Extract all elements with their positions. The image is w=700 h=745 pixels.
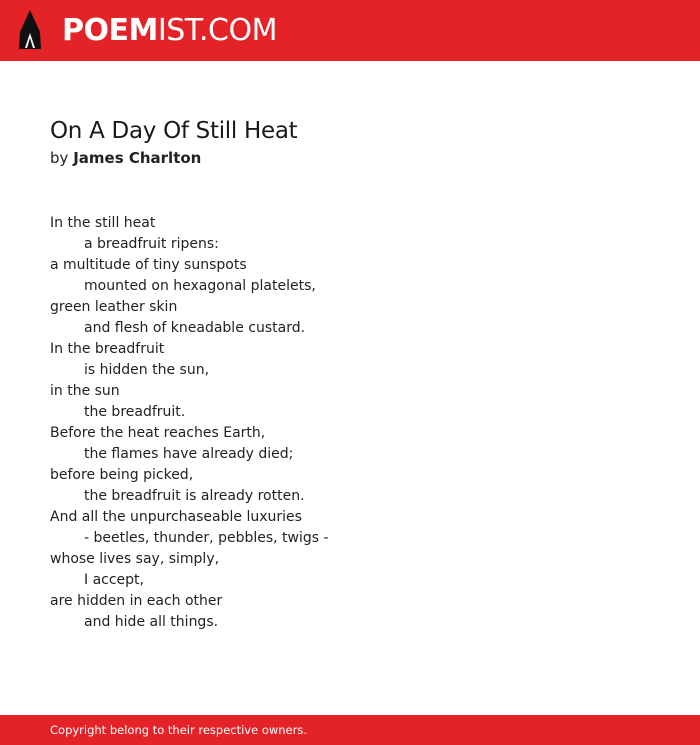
poem-line: In the still heat [50, 215, 156, 231]
poem-author: James Charlton [73, 149, 202, 167]
pencil-tip-icon [17, 9, 43, 51]
logo-light-part: IST.COM [157, 13, 277, 48]
poem-line: and hide all things. [84, 614, 219, 630]
site-footer [0, 715, 700, 745]
poem-line: before being picked, [50, 467, 194, 483]
poem-line: are hidden in each other [50, 593, 223, 609]
poem-line: a breadfruit ripens: [84, 236, 219, 252]
site-logo-text [62, 13, 277, 49]
poem-line: and flesh of kneadable custard. [84, 320, 306, 336]
poem-line: In the breadfruit [50, 341, 165, 357]
logo-bold-part: POEM [62, 13, 158, 48]
poem-body [50, 213, 650, 633]
poem-line: the flames have already died; [84, 446, 294, 462]
poem-line: And all the unpurchaseable luxuries [50, 509, 302, 525]
site-header [0, 0, 700, 61]
byline-prefix: by [50, 149, 69, 167]
poem-title: On A Day Of Still Heat [50, 118, 298, 144]
poem-line: whose lives say, simply, [50, 551, 220, 567]
poem-line: is hidden the sun, [84, 362, 210, 378]
poem-article [50, 116, 650, 633]
poem-byline [50, 146, 650, 170]
poem-line: - beetles, thunder, pebbles, twigs - [84, 530, 329, 546]
poem-line: mounted on hexagonal platelets, [84, 278, 316, 294]
home-link[interactable] [0, 0, 277, 61]
poem-line: I accept, [84, 572, 144, 588]
poem-line: a multitude of tiny sunspots [50, 257, 247, 273]
poem-line: Before the heat reaches Earth, [50, 425, 266, 441]
poem-line: the breadfruit. [84, 404, 186, 420]
poem-line: the breadfruit is already rotten. [84, 488, 305, 504]
poem-line: in the sun [50, 383, 120, 399]
copyright-notice: Copyright belong to their respective owners. [50, 723, 308, 737]
poem-line: green leather skin [50, 299, 178, 315]
